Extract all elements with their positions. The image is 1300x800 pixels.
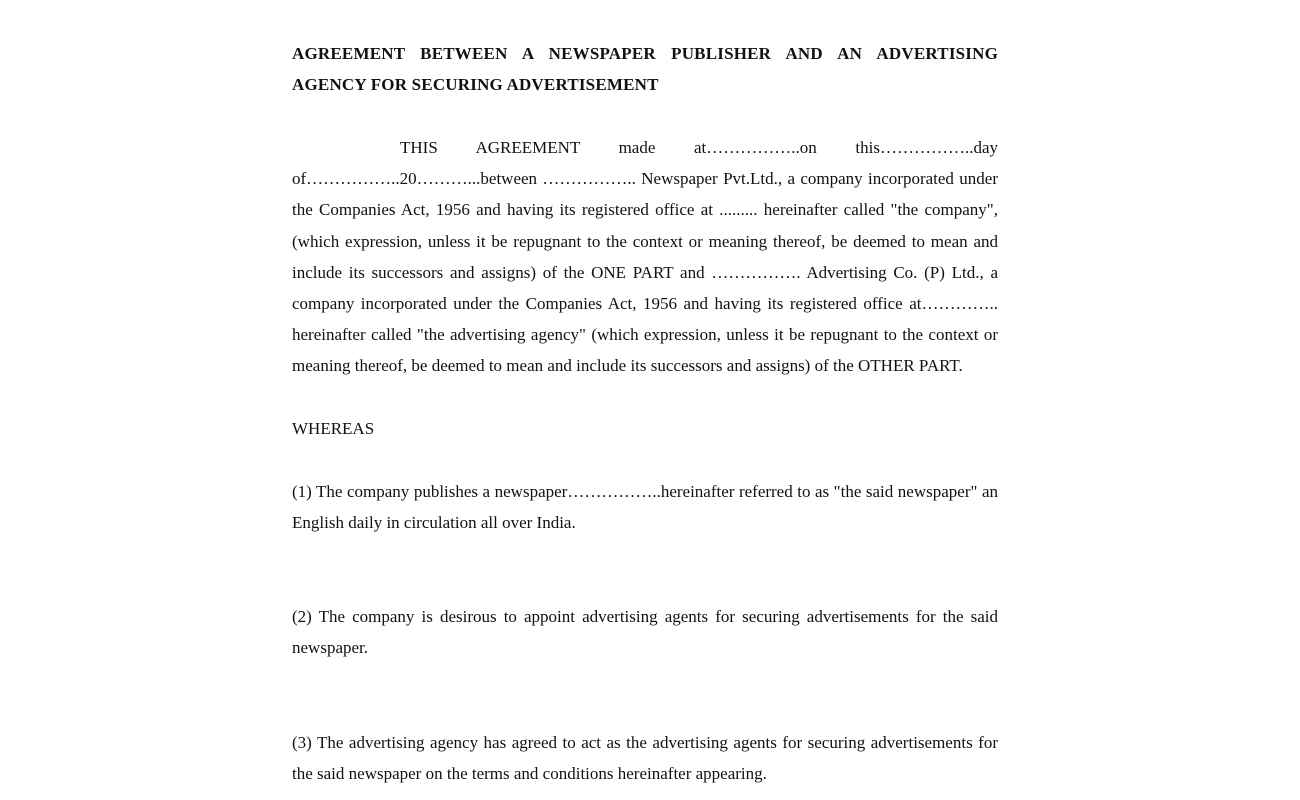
whereas-heading: WHEREAS [292,418,375,438]
document-title: AGREEMENT BETWEEN A NEWSPAPER PUBLISHER AND AN ADVERTISING AGENCY FOR SECURING ADVERTISEMENT [292,44,998,94]
intro-paragraph: THIS AGREEMENT made at……………..on this……………..day of……………..20………...between …………….. Newspaper Pvt.Ltd., a company incorporated under the Companies Act, 1956 and having its registered office at ......... hereinafter called "the company", (which expression, unless it be repugnant to the context or meaning thereof, be deemed to mean and include its successors and assigns) of the ONE PART and ……………. Advertising Co. (P) Ltd., a company incorporated under the Companies Act, 1956 and having its registered office at………….. hereinafter called "the advertising agency" (which expression, unless it be repugnant to the context or meaning thereof, be deemed to mean and include its successors and assigns) of the OTHER PART. [292,138,998,376]
recital-item-2: (2) The company is desirous to appoint advertising agents for securing advertisements for the said newspaper. [292,607,998,658]
recital-item-3: (3) The advertising agency has agreed to act as the advertising agents for securing advertisements for the said newspaper on the terms and conditions hereinafter appearing. [292,732,998,783]
recital-item-1: (1) The company publishes a newspaper……………..hereinafter referred to as "the said newspaper" an English daily in circulation all over India. [292,481,998,533]
agreement-document [292,38,998,789]
